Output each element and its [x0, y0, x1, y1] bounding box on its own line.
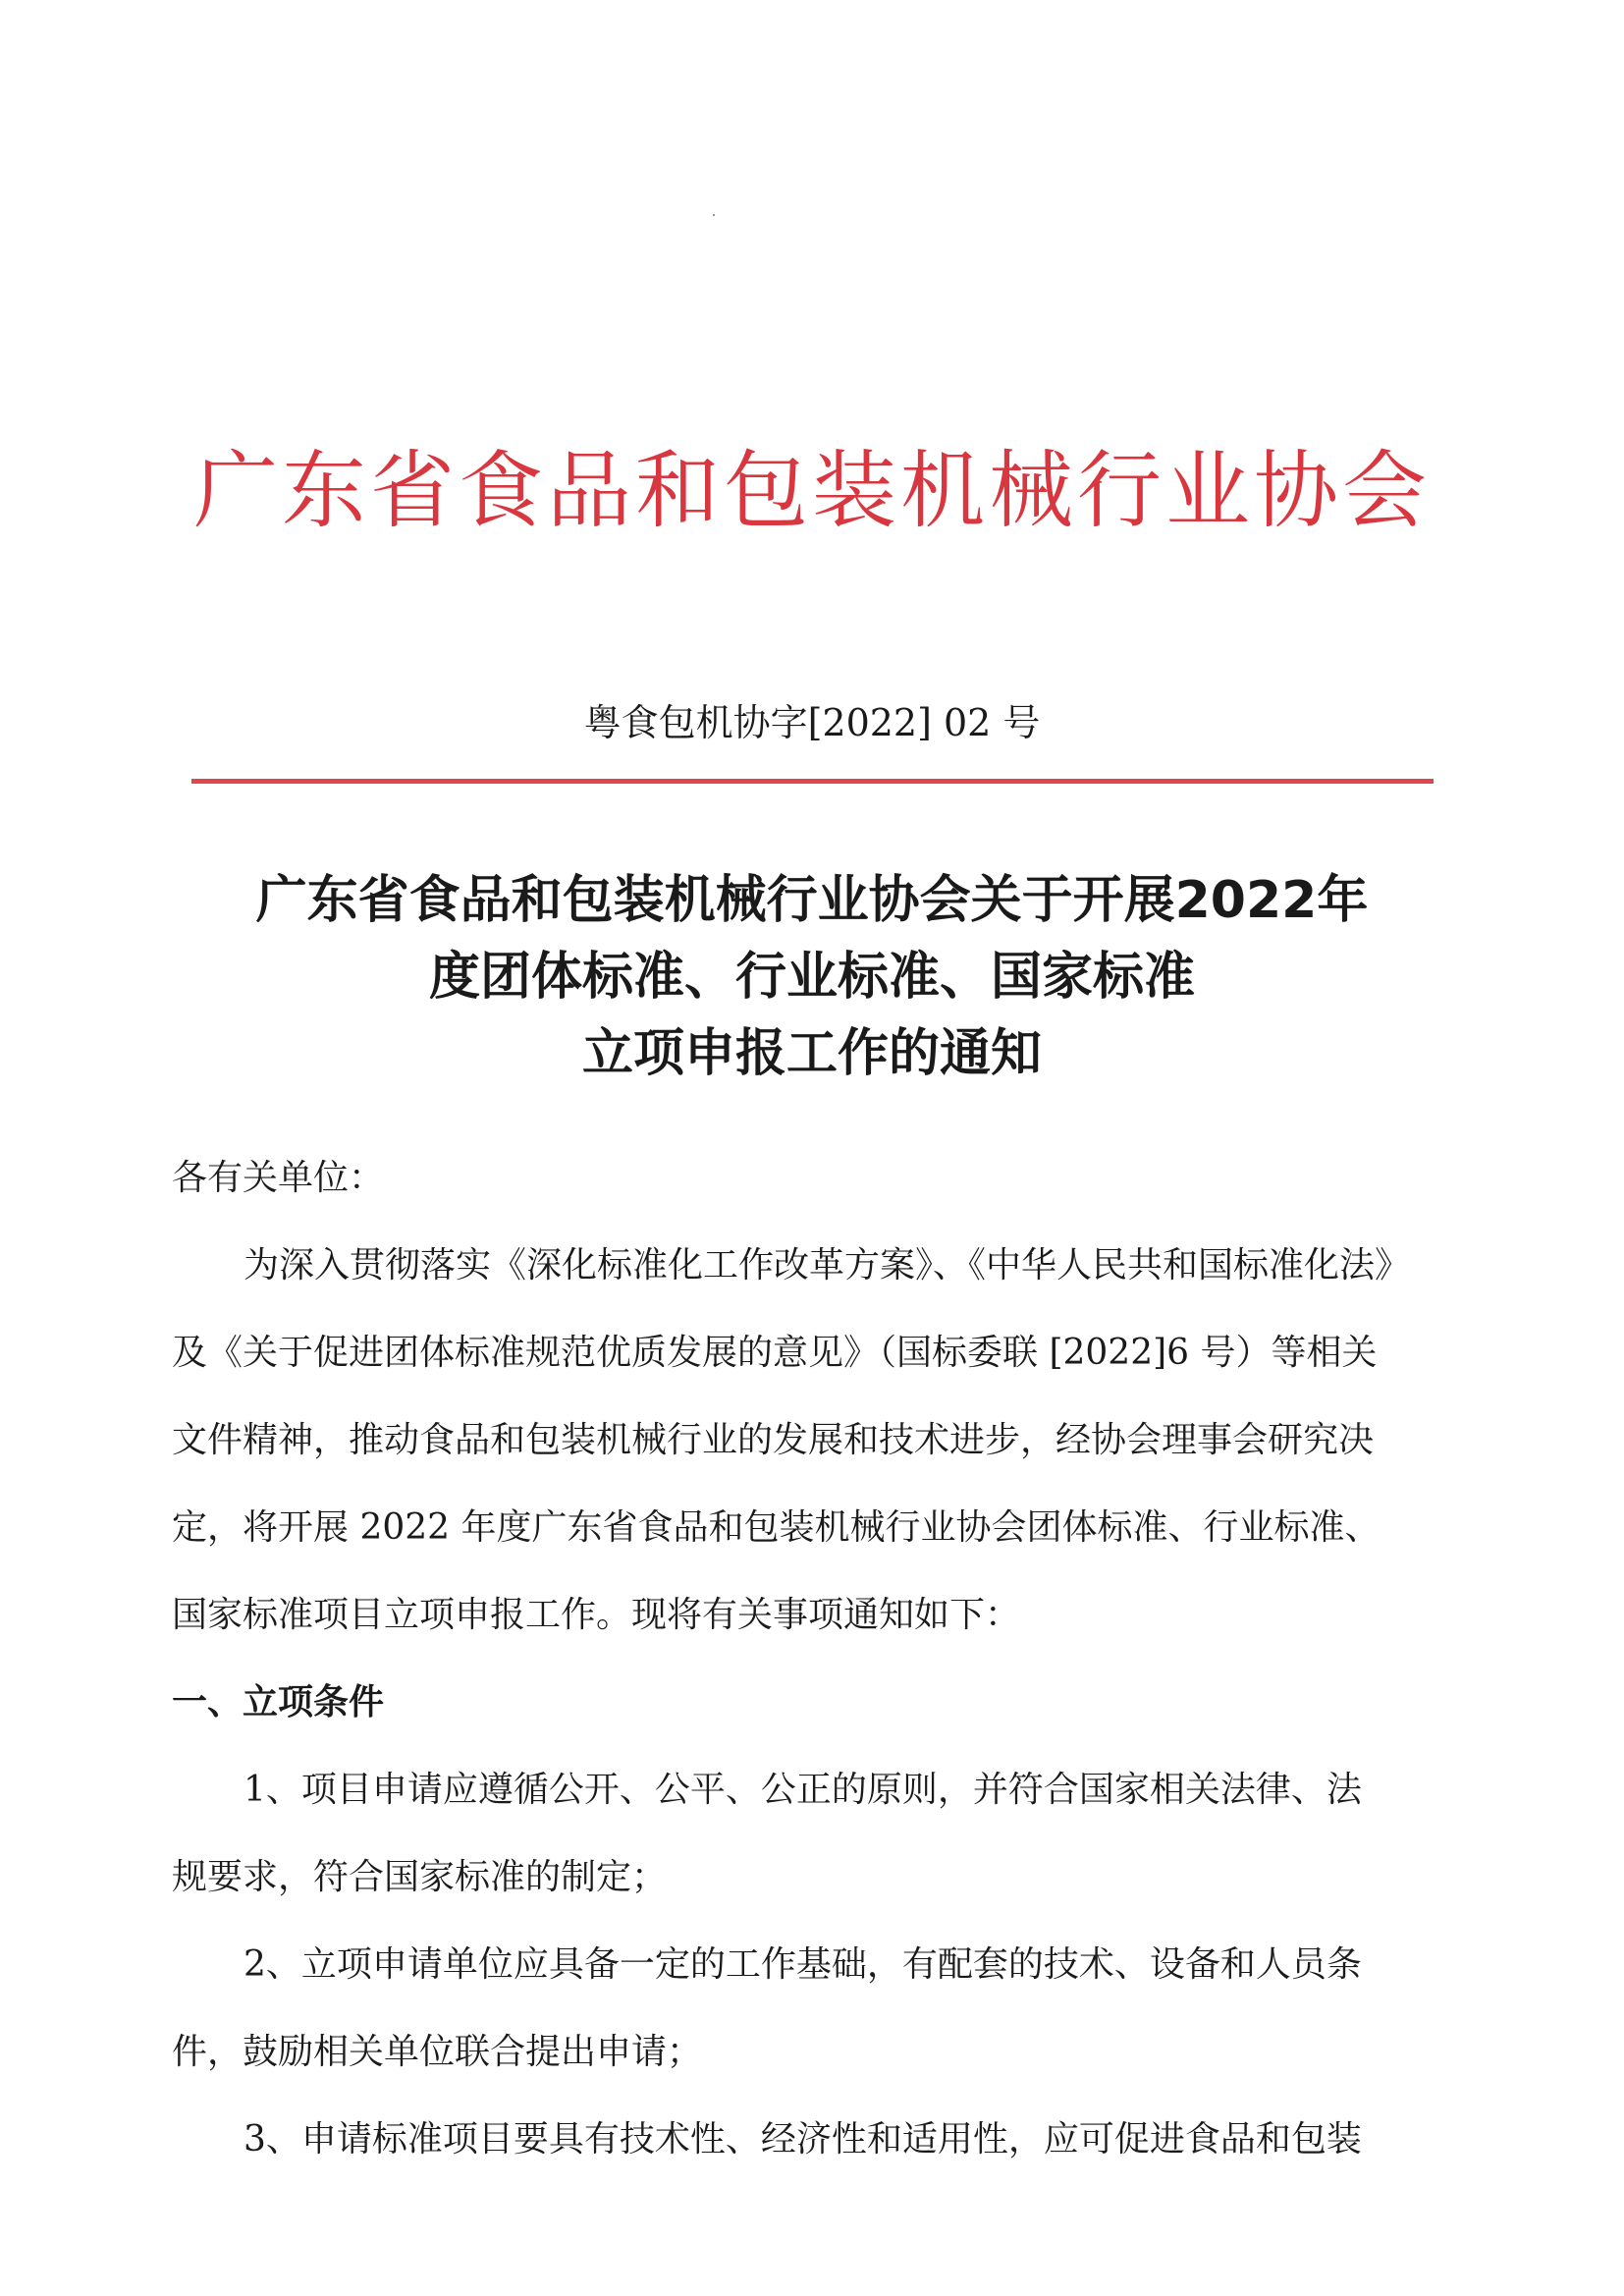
- body-line: 国家标准项目立项申报工作。现将有关事项通知如下：: [172, 1595, 1021, 1635]
- body-line: 3、申请标准项目要具有技术性、经济性和适用性，应可促进食品和包装: [244, 2119, 1362, 2159]
- document-number: 粤食包机协字[2022] 02 号: [583, 701, 1041, 744]
- organization-letterhead: 广东省食品和包装机械行业协会: [193, 442, 1431, 540]
- notice-title-line: 度团体标准、行业标准、国家标准: [428, 948, 1195, 1007]
- body-line: 及《关于促进团体标准规范优质发展的意见》（国标委联 [2022]6 号）等相关: [172, 1333, 1378, 1373]
- salutation: 各有关单位：: [172, 1158, 385, 1198]
- body-line: 定，将开展 2022 年度广东省食品和包装机械行业协会团体标准、行业标准、: [172, 1507, 1380, 1548]
- notice-body: [172, 1134, 1458, 2183]
- body-line: 1、项目申请应遵循公开、公平、公正的原则，并符合国家相关法律、法: [244, 1770, 1362, 1810]
- body-line: 为深入贯彻落实《深化标准化工作改革方案》、《中华人民共和国标准化法》: [244, 1245, 1411, 1285]
- scan-speck: [713, 214, 715, 216]
- notice-title: [0, 862, 1624, 1092]
- section-heading: 一、立项条件: [172, 1682, 385, 1722]
- body-line: 件，鼓励相关单位联合提出申请；: [172, 2032, 703, 2072]
- body-line: 文件精神，推动食品和包装机械行业的发展和技术进步，经协会理事会研究决: [172, 1420, 1375, 1460]
- body-line: 2、立项申请单位应具备一定的工作基础，有配套的技术、设备和人员条: [244, 1944, 1362, 1985]
- notice-title-line: 立项申报工作的通知: [581, 1024, 1042, 1083]
- body-line: 规要求，符合国家标准的制定；: [172, 1857, 668, 1897]
- letterhead-divider: [191, 779, 1434, 784]
- notice-title-line: 广东省食品和包装机械行业协会关于开展2022年: [255, 871, 1369, 930]
